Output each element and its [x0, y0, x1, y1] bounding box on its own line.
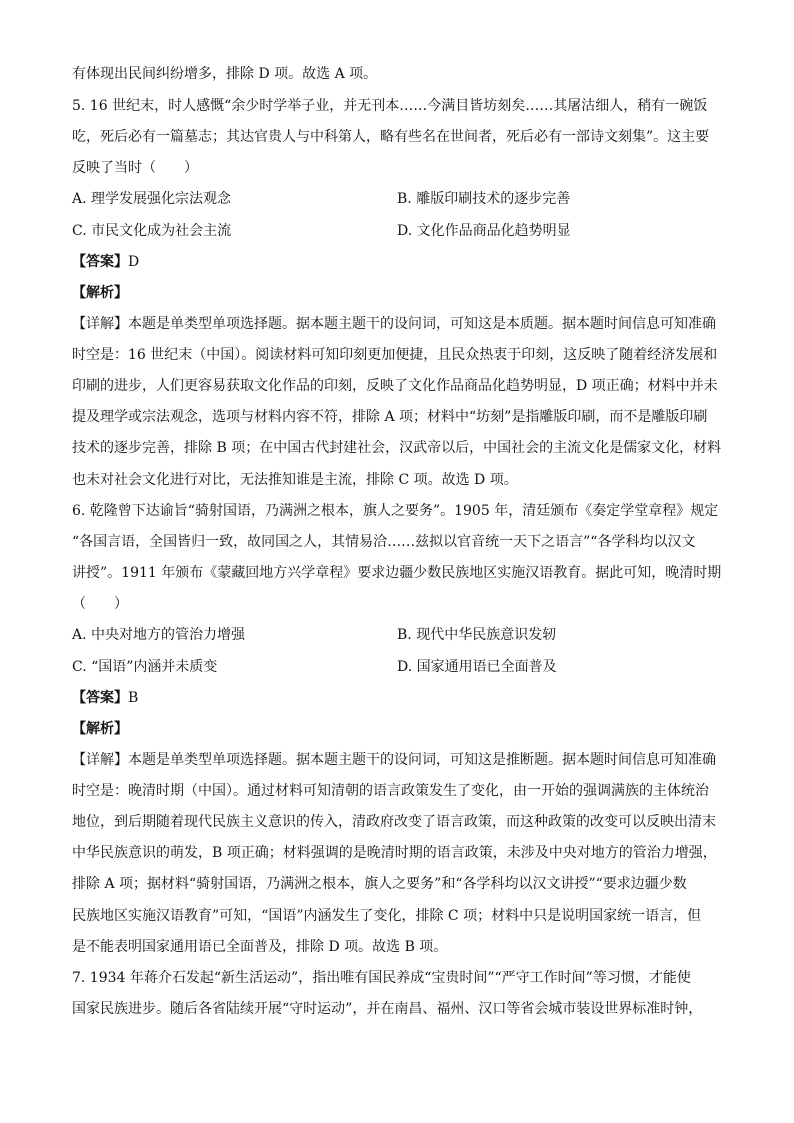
option-a: A. 理学发展强化宗法观念: [72, 191, 232, 207]
option-b: B. 雕版印刷技术的逐步完善: [397, 191, 571, 207]
answer-value: D: [128, 254, 140, 270]
detail-line: 提及理学或宗法观念，选项与材料内容不符，排除 A 项；材料中“坊刻”是指雕版印刷，而不是雕版印刷: [72, 409, 708, 425]
question-text-line: 7. 1934 年蒋介石发起“新生活运动”，指出唯有国民养成“宝贵时间”“严守工作时间”等习惯，才能使: [72, 970, 691, 986]
detail-line: 【详解】本题是单类型单项选择题。据本题主题干的设问词，可知这是推断题。据本题时间信息可知准确: [72, 752, 716, 768]
option-d: D. 国家通用语已全面普及: [397, 659, 557, 675]
option-a: A. 中央对地方的管治力增强: [72, 627, 246, 643]
detail-line: 是不能表明国家通用语已全面普及，排除 D 项。故选 B 项。: [72, 939, 448, 955]
detail-line: 中华民族意识的萌发，B 项正确；材料强调的是晚清时期的语言政策，未涉及中央对地方的管治力增强，: [72, 845, 717, 861]
answer-label: 【答案】: [72, 254, 128, 270]
question-text-line: 讲授”。1911 年颁布《蒙藏回地方兴学章程》要求边疆少数民族地区实施汉语教育。据此可知，晚清时期: [72, 565, 722, 581]
detail-line: 民族地区实施汉语教育”可知，“国语”内涵发生了变化，排除 C 项；材料中只是说明国家统一语言，但: [72, 908, 702, 924]
detail-line: 【详解】本题是单类型单项选择题。据本题主题干的设问词，可知这是本质题。据本题时间信息可知准确: [72, 316, 716, 332]
question-text-line: 6. 乾隆曾下达谕旨“骑射国语，乃满洲之根本，旗人之要务”。1905 年，清廷颁布《奏定学堂章程》规定: [72, 503, 719, 519]
question-text-line: “各国言语，全国皆归一致，故同国之人，其情易洽……兹拟以官音统一天下之语言”“各学科均以汉文: [72, 534, 696, 550]
detail-line: 地位，到后期随着现代民族主义意识的传入，清政府改变了语言政策，而这种政策的改变可以反映出清末: [72, 814, 716, 830]
detail-line: 也未对社会文化进行对比，无法推知谁是主流，排除 C 项。故选 D 项。: [72, 472, 518, 488]
question-text-line: 国家民族进步。随后各省陆续开展“守时运动”，并在南昌、福州、汉口等省会城市装设世界标准时钟，: [72, 1001, 703, 1017]
intro-line: 有体现出民间纠纷增多，排除 D 项。故选 A 项。: [72, 66, 378, 82]
detail-line: 印刷的进步，人们更容易获取文化作品的印刻，反映了文化作品商品化趋势明显，D 项正确；材料中并未: [72, 378, 718, 394]
detail-line: 技术的逐步完善，排除 B 项；在中国古代封建社会，汉武帝以后，中国社会的主流文化是儒家文化，材料: [72, 440, 722, 456]
analysis-label: 【解析】: [72, 285, 128, 301]
answer-label: 【答案】: [72, 690, 128, 706]
question-text-line: 5. 16 世纪末，时人感慨“余少时学举子业，并无刊本……今满目皆坊刻矣……其屠沽细人，稍有一碗饭: [72, 98, 708, 114]
answer-row: [72, 688, 138, 708]
question-text-line: 吃，死后必有一篇墓志；其达官贵人与中科第人，略有些名在世间者，死后必有一部诗文刻集”。这主要: [72, 129, 710, 145]
detail-line: 排除 A 项；据材料“骑射国语，乃满洲之根本，旗人之要务”和“各学科均以汉文讲授”“要求边疆少数: [72, 876, 687, 892]
option-c: C. “国语”内涵并未质变: [72, 659, 218, 675]
analysis-label: 【解析】: [72, 721, 128, 737]
detail-line: 时空是：16 世纪末（中国）。阅读材料可知印刻更加便捷，且民众热衷于印刻，这反映了随着经济发展和: [72, 347, 718, 363]
answer-value: B: [128, 690, 139, 706]
question-text-line: （ ）: [72, 596, 128, 612]
option-d: D. 文化作品商品化趋势明显: [397, 223, 571, 239]
detail-line: 时空是：晚清时期（中国）。通过材料可知清朝的语言政策发生了变化，由一开始的强调满族的主体统治: [72, 783, 709, 799]
option-b: B. 现代中华民族意识发轫: [397, 627, 557, 643]
option-c: C. 市民文化成为社会主流: [72, 223, 232, 239]
question-text-line: 反映了当时（ ）: [72, 160, 198, 176]
answer-row: [72, 252, 139, 272]
